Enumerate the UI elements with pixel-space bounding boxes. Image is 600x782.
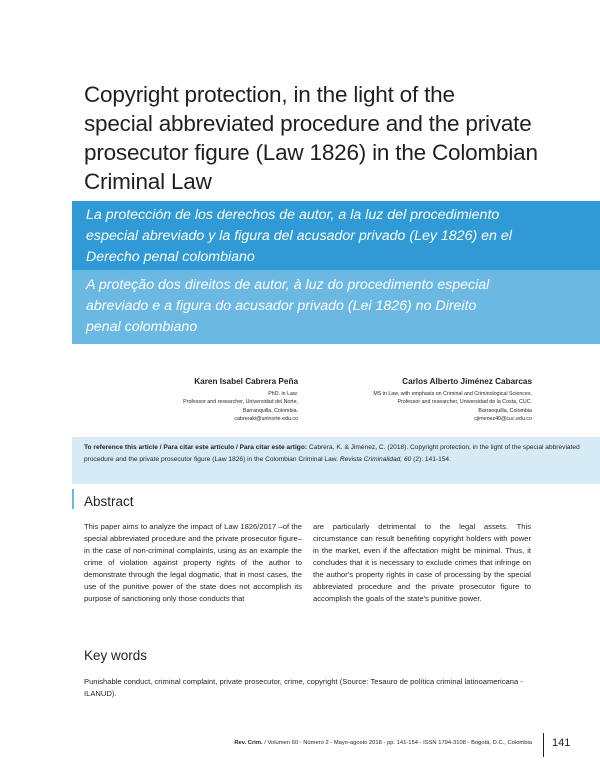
portuguese-title-line: penal colombiano [86,319,198,335]
spanish-title-band [72,201,600,270]
page-number: 141 [552,737,571,749]
title-line: Criminal Law [84,169,212,194]
spanish-title-line: La protección de los derechos de autor, a la luz del procedimiento [86,207,500,223]
title-line: Copyright protection, in the light of the [84,82,455,107]
spanish-title-line: especial abreviado y la figura del acusador privado (Ley 1826) en el [86,228,512,244]
article-title [84,80,564,196]
author-location: Barranquilla, Colombia. [242,407,298,414]
author-email[interactable]: cjimenez40@cuc.edu.co [474,415,532,422]
author-name: Carlos Alberto Jiménez Cabarcas [402,377,532,386]
author-name: Karen Isabel Cabrera Peña [194,377,298,386]
author-affiliation: Professor and researcher, Universidad del Norte, [183,399,298,406]
abstract-heading: Abstract [84,494,134,509]
portuguese-title-band [72,270,600,344]
author-email[interactable]: cabreraki@uninorte.edu.co [234,415,298,422]
author-block-second [302,377,532,423]
author-degree: PhD. in Law. [268,391,298,397]
portuguese-title-line: A proteção dos direitos de autor, à luz do procedimento especial [86,277,490,293]
footer-details: / Volumen 60 - Número 2 - Mayo-agosto 2018 - pp. 141-154 - ISSN 1794-3108 - Bogotá, D.C., Colombia [262,740,532,746]
author-degree: MS in Law, with emphasis on Criminal and Criminological Sciences. [373,391,532,397]
abstract-column-left: This paper aims to analyze the impact of Law 1826/2017 –of the special abbreviated procedure and the private prosecutor figure– in the case of non-criminal complaints, using as an example the crime of violation against property rights of the author to demonstrate through the legal dogmatic, that in most cases, the use of the punitive power of the state does not accomplish its purpose of sanctioning only those conducts that [84,522,302,603]
citation-journal: Revista Criminalidad, 60 [339,455,412,463]
abstract-accent-rule [72,489,74,509]
citation-text: Cabrera, K. & Jiménez, C. (2018). Copyright protection, in the light of the special abbreviated procedure and the private prosecutor figure (Law 1826) in the Colombian Criminal Law. [84,444,580,463]
keywords-text: Punishable conduct, criminal complaint, private prosecutor, crime, copyright (Source: Tesauro de política criminal latinoamericana - ILANUD). [84,677,523,698]
footer-divider [543,733,544,757]
spanish-title-line: Derecho penal colombiano [86,249,255,265]
title-line: special abbreviated procedure and the private [84,111,532,136]
author-location: Barranquilla, Colombia [478,407,532,414]
keywords-heading: Key words [84,648,148,663]
author-affiliation: Professor and researcher, Universidad de la Costa, CUC. [397,399,532,406]
author-block-first [98,377,298,423]
footer-journal: Rev. Crim. [234,740,263,746]
page-footer [234,740,532,746]
citation-box [72,437,600,484]
citation-tail: (2): 141-154. [411,455,451,463]
portuguese-title-line: abreviado e a figura do acusador privado (Lei 1826) no Direito [86,298,477,314]
citation-label: To reference this article / Para citar este artículo / Para citar este artigo: [84,444,308,451]
abstract-column-right: are particularly detrimental to the legal assets. This circumstance can result benefiting copyright holders with power in the market, even if the affectation might be minimal. Thus, it concludes that it is necessary to exclude crimes that infringe on the author's property rights in case of processing by the special abbreviated procedure and the private prosecutor figure to accomplish the goals of the state's punitive power. [313,522,531,603]
title-line: prosecutor figure (Law 1826) in the Colombian [84,140,538,165]
